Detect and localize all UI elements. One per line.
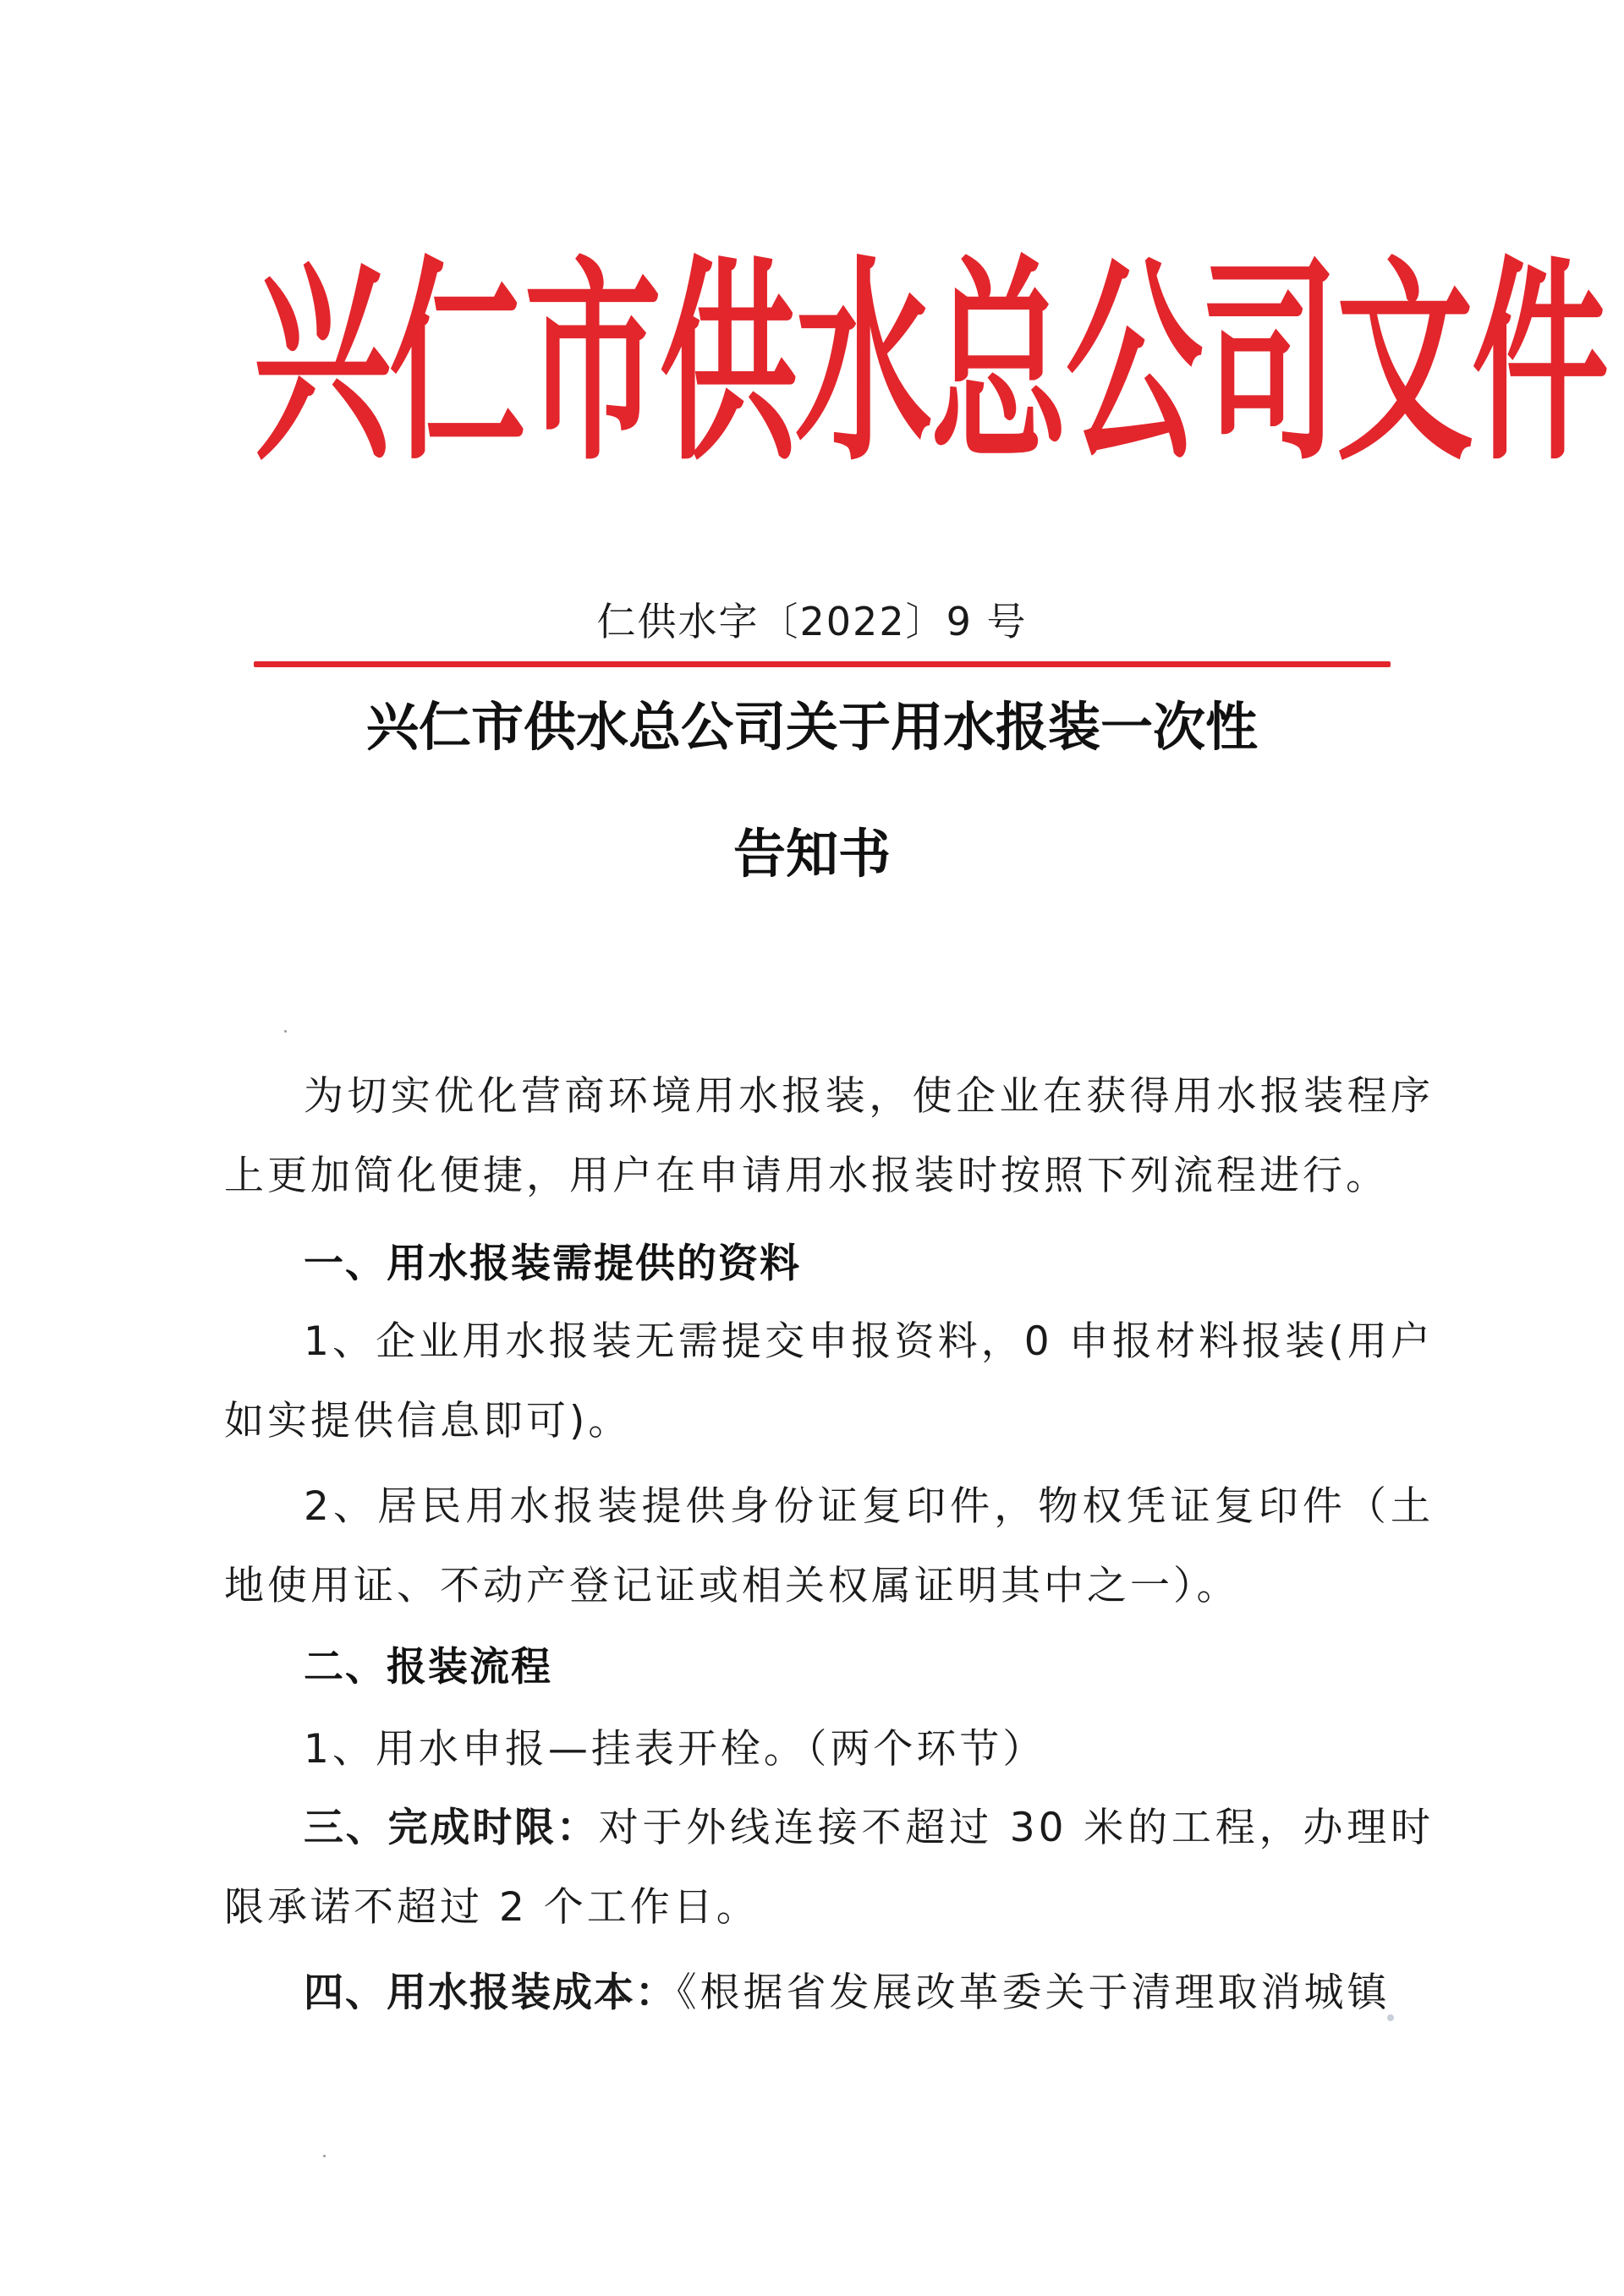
section1-item1: 1、企业用水报装无需提交申报资料，0 申报材料报装(用户如实提供信息即可)。 xyxy=(224,1318,1434,1444)
section4-body: 《根据省发展改革委关于清理取消城镇 xyxy=(677,1970,1391,2016)
scan-speck xyxy=(323,2155,326,2157)
document-number: 仁供水字〔2022〕9 号 xyxy=(596,599,1028,644)
notice-title-line1: 兴仁市供水总公司关于用水报装一次性 xyxy=(365,696,1258,758)
section2-heading: 二、报装流程 xyxy=(304,1644,552,1690)
section3-body: 对于外线连接不超过 30 米的工程，办理时限承诺不超过 2 个工作日。 xyxy=(224,1805,1434,1931)
red-divider-line xyxy=(254,661,1391,667)
section4-paragraph xyxy=(224,1954,1434,2033)
section4-heading: 四、用水报装成本： xyxy=(304,1970,677,2016)
section2-item1: 1、用水申报—挂表开栓。（两个环节） xyxy=(304,1726,1046,1773)
section1-item2: 2、居民用水报装提供身份证复印件，物权凭证复印件（土地使用证、不动产登记证或相关权属证明其中之一）。 xyxy=(224,1483,1434,1609)
intro-paragraph: 为切实优化营商环境用水报装，使企业在获得用水报装程序上更加简化便捷，用户在申请用水报装时按照下列流程进行。 xyxy=(224,1073,1434,1199)
section3-heading: 三、完成时限： xyxy=(304,1805,599,1851)
notice-title-line2: 告知书 xyxy=(732,823,891,885)
section1-heading: 一、用水报装需提供的资料 xyxy=(304,1241,801,1287)
masthead-title: 兴仁市供水总公司文件 xyxy=(254,236,1607,491)
section3-paragraph xyxy=(224,1789,1434,1948)
scan-speck xyxy=(284,1030,287,1033)
